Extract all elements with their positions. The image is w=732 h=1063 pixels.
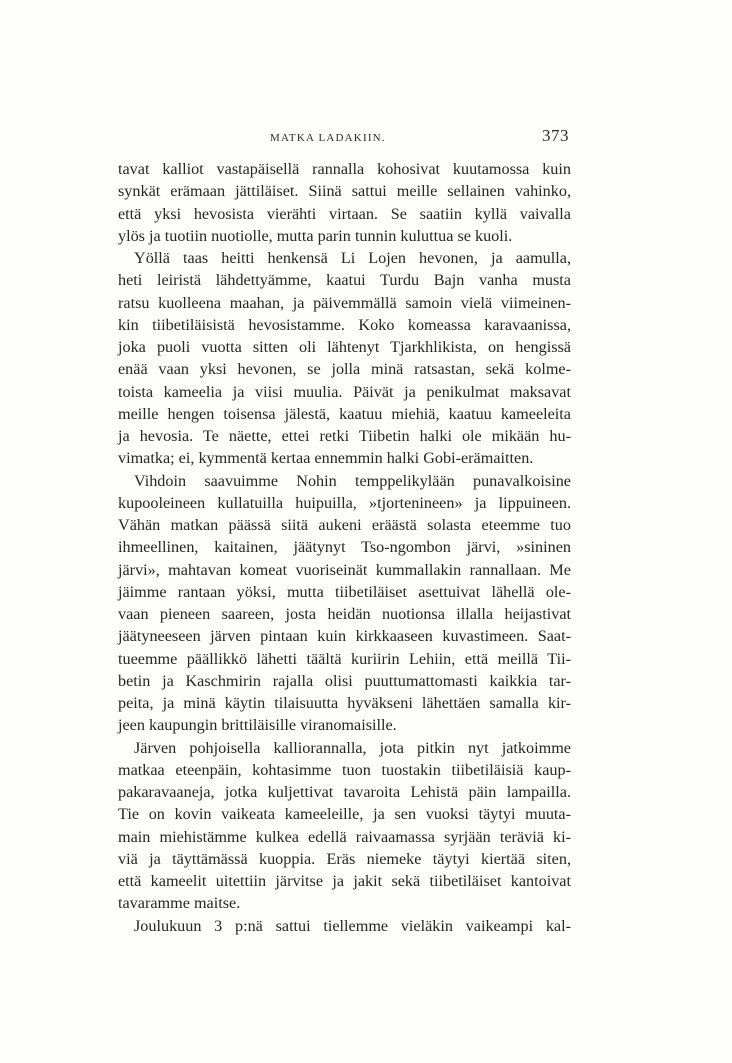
text-line: tavat kalliot vastapäisellä rannalla kohosivat kuutamossa kuin: [118, 160, 571, 178]
text-line: Vihdoin saavuimme Nohin temppelikylään punavalkoisine: [134, 471, 571, 490]
text-line: järvi», mahtavan komeat vuoriseinät kummallakin rannallaan. Me: [118, 560, 571, 579]
text-line: synkät erämaan jättiläiset. Siinä sattui meille sellainen vahinko,: [118, 182, 571, 201]
text-line: että yksi hevosista vierähti virtaan. Se saatiin kyllä vaivalla: [118, 204, 571, 223]
text-line: enää vaan yksi hevonen, se jolla minä ratsastan, sekä kolme-: [118, 360, 571, 379]
text-line: pakaravaaneja, jotka kuljettivat tavaroita Lehistä päin lampailla.: [118, 783, 571, 801]
text-line: kin tiibetiläisistä hevosistamme. Koko komeassa karavaanissa,: [118, 315, 571, 334]
text-line: heti leiristä lähdettyämme, kaatui Turdu Bajn vanha musta: [118, 271, 571, 290]
text-line: vaan pieneen saareen, josta heidän nuotionsa illalla heijastivat: [118, 605, 571, 623]
text-line: meille hengen toisensa jälestä, kaatuu miehiä, kaatuu kameeleita: [118, 404, 571, 423]
text-line: ihmeellinen, kaitainen, jäätynyt Tso-ngombon järvi, »sininen: [118, 538, 571, 557]
text-line: Tie on kovin vaikeata kameeleille, ja sen vuoksi täytyi muuta-: [118, 805, 571, 824]
text-line: joka puoli vuotta sitten oli lähtenyt Tjarkhlikista, on hengissä: [118, 338, 571, 356]
text-line: Vähän matkan päässä siitä aukeni eräästä solasta eteemme tuo: [118, 516, 571, 534]
text-line: ylös ja tuotiin nuotiolle, mutta parin tunnin kuluttua se kuoli.: [118, 226, 513, 245]
text-line: tueemme päällikkö lähetti täältä kuriirin Lehiin, että meillä Tii-: [118, 649, 571, 668]
text-line: betin ja Kaschmirin rajalla olisi puuttumattomasti kaikkia tar-: [118, 671, 571, 690]
text-line: ratsu kuolleena maahan, ja päivemmällä samoin vielä viimeinen-: [118, 293, 571, 312]
text-line: jäätyneeseen järven pintaan kuin kirkkaaseen kuvastimeen. Saat-: [118, 627, 571, 646]
running-head: [118, 126, 571, 150]
page-number: 373: [542, 126, 569, 145]
text-line: tavaramme maitse.: [118, 894, 241, 913]
text-line: Yöllä taas heitti henkensä Li Lojen hevonen, ja aamulla,: [134, 249, 571, 267]
text-line: toista kameelia ja viisi muulia. Päivät ja penikulmat maksavat: [118, 382, 571, 401]
text-line: ja hevosia. Te näette, ettei retki Tiibetin halki ole mikään hu-: [118, 427, 571, 445]
text-line: jäimme rantaan yöksi, mutta tiibetiläiset asettuivat lähellä ole-: [118, 582, 571, 601]
text-line: vimatka; ei, kymmentä kertaa ennemmin halki Gobi-erämaitten.: [118, 449, 534, 468]
text-line: kupooleineen kullatuilla huipuilla, »tjortenineen» ja lippuineen.: [118, 493, 571, 512]
text-line: Järven pohjoisella kalliorannalla, jota pitkin nyt jatkoimme: [134, 738, 571, 757]
text-line: Joulukuun 3 p:nä sattui tiellemme vieläkin vaikeampi kal-: [134, 916, 571, 935]
running-title: MATKA LADAKIIN.: [270, 132, 386, 144]
text-line: että kameelit uitettiin järvitse ja jakit sekä tiibetiläiset kantoivat: [118, 872, 571, 890]
body-text: [118, 158, 571, 937]
text-line: peita, ja minä käytin tilaisuutta hyväkseni lähettäen samalla kir-: [118, 694, 571, 712]
text-line: main miehistämme kulkea edellä raivaamassa syrjään teräviä ki-: [118, 827, 571, 846]
text-line: viä ja täyttämässä kuoppia. Eräs niemeke täytyi kiertää siten,: [118, 849, 571, 868]
text-line: jeen kaupungin brittiläisille viranomaisille.: [118, 716, 397, 735]
text-line: matkaa eteenpäin, kohtasimme tuon tuostakin tiibetiläisiä kaup-: [118, 760, 571, 779]
